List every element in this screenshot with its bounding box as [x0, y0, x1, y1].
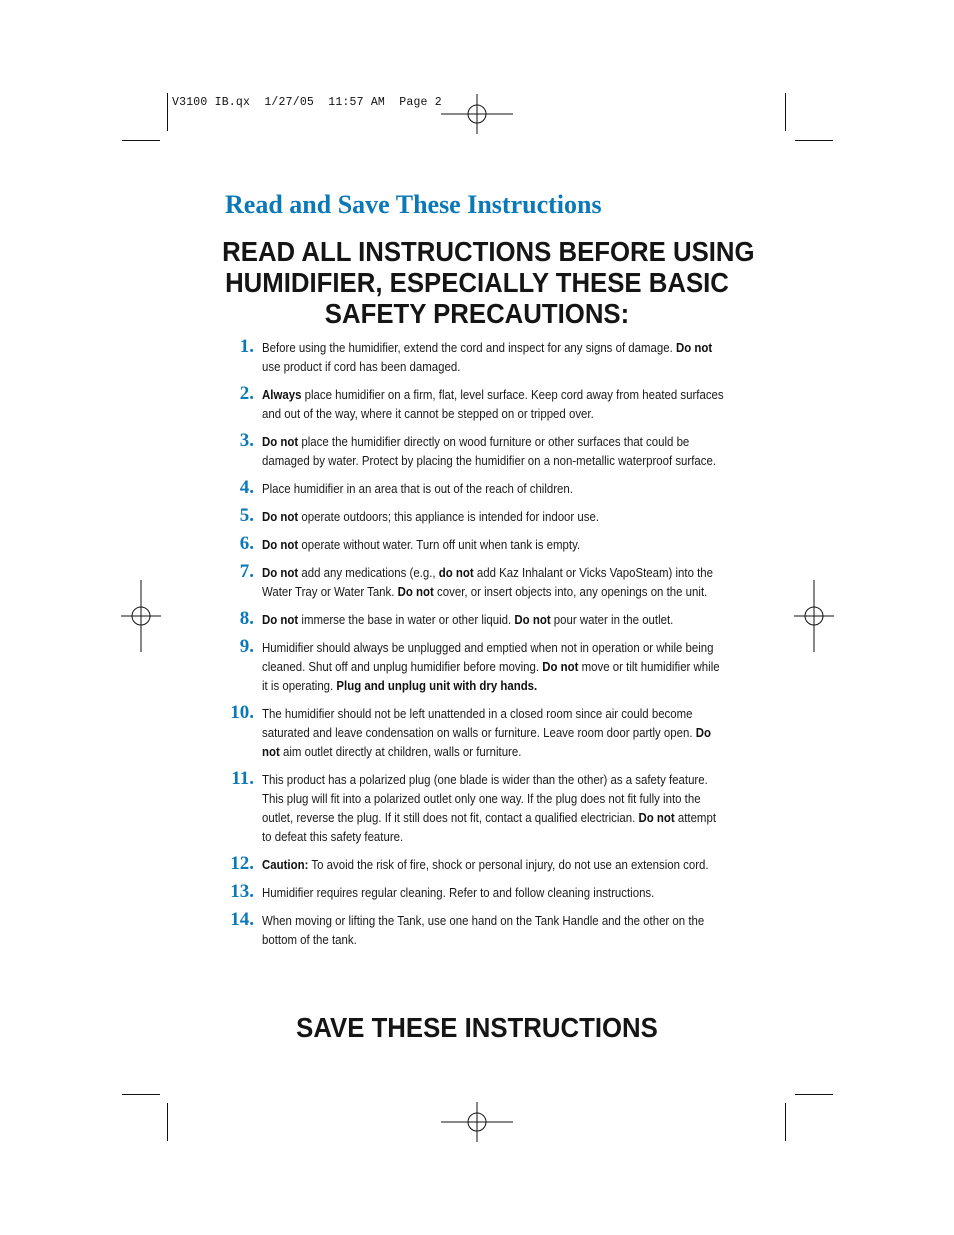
body-text: To avoid the risk of fire, shock or personal injury, do not use an extension cord.	[308, 857, 709, 872]
body-text: cover, or insert objects into, any openings on the unit.	[433, 584, 708, 599]
body-text: Humidifier requires regular cleaning. Refer to and follow cleaning instructions.	[262, 885, 655, 900]
list-item	[222, 563, 734, 601]
item-number: 7.	[239, 561, 254, 582]
list-item	[222, 385, 734, 423]
body-text: When moving or lifting the Tank, use one hand on the Tank Handle and the other on the bottom of the tank.	[262, 913, 705, 947]
item-number: 9.	[239, 636, 254, 657]
item-number: 14.	[230, 909, 254, 930]
registration-mark-icon	[441, 1086, 513, 1158]
item-number: 3.	[239, 430, 254, 451]
body-text: use product if cord has been damaged.	[262, 359, 461, 374]
heading-line: HUMIDIFIER, ESPECIALLY THESE BASIC	[225, 267, 729, 298]
list-item	[222, 911, 734, 949]
item-number: 6.	[239, 533, 254, 554]
list-item	[222, 704, 734, 761]
emphasis-text: Do not	[542, 659, 579, 674]
item-text	[262, 638, 728, 695]
list-item	[222, 610, 734, 629]
item-text	[262, 883, 728, 902]
crop-mark	[122, 140, 160, 141]
emphasis-text: Do not	[675, 340, 713, 355]
item-number: 4.	[239, 477, 254, 498]
emphasis-text: Do not	[262, 565, 299, 580]
body-text: place the humidifier directly on wood furniture or other surfaces that could be damaged by water. Protect by placing the humidifier on a non-metallic waterproof surface.	[262, 434, 717, 468]
body-text: operate without water. Turn off unit when tank is empty.	[298, 537, 581, 552]
registration-mark-icon	[441, 78, 513, 150]
body-text: Humidifier should always be unplugged and emptied when not in operation or while being cleaned. Shut off and unplug humidifier before moving.	[262, 640, 714, 674]
item-text	[262, 770, 728, 846]
item-text	[262, 432, 728, 470]
emphasis-text: Do not	[514, 612, 551, 627]
list-item	[222, 770, 734, 846]
emphasis-text: do not	[438, 565, 474, 580]
emphasis-text: Do not	[262, 434, 299, 449]
crop-mark	[785, 93, 786, 131]
item-text	[262, 507, 728, 526]
item-number: 2.	[239, 383, 254, 404]
item-number: 10.	[230, 702, 254, 723]
item-number: 8.	[239, 608, 254, 629]
crop-mark	[795, 1094, 833, 1095]
crop-mark	[122, 1094, 160, 1095]
list-item	[222, 432, 734, 470]
item-text	[262, 563, 728, 601]
list-item	[222, 883, 734, 902]
body-text: The humidifier should not be left unattended in a closed room since air could become saturated and leave condensation on walls or furniture. Leave room door partly open.	[262, 706, 696, 740]
emphasis-text: Caution:	[262, 857, 309, 872]
body-text: add Kaz Inhalant or Vicks VapoSteam) into the Water Tray or Water Tank.	[262, 565, 714, 599]
item-number: 12.	[230, 853, 254, 874]
item-number: 13.	[230, 881, 254, 902]
body-text: This product has a polarized plug (one blade is wider than the other) as a safety feature. This plug will fit into a polarized outlet only one way. If the plug does not fit fully into the outlet, reverse the plug. If it still does not fit, contact a qualified electrician.	[262, 772, 708, 825]
crop-mark	[785, 1103, 786, 1141]
printer-slug: V3100 IB.qx 1/27/05 11:57 AM Page 2	[172, 96, 442, 109]
registration-mark-icon	[778, 580, 850, 652]
item-number: 11.	[231, 768, 254, 789]
item-text	[262, 385, 728, 423]
emphasis-text: Always	[262, 387, 302, 402]
item-text	[262, 855, 728, 874]
item-text	[262, 535, 728, 554]
body-text: move or tilt humidifier while it is operating.	[262, 659, 720, 693]
item-number: 1.	[239, 336, 254, 357]
crop-mark	[795, 140, 833, 141]
item-text	[262, 704, 728, 761]
heading-line: READ ALL INSTRUCTIONS BEFORE USING	[222, 236, 755, 267]
list-item	[222, 479, 734, 498]
body-text: operate outdoors; this appliance is intended for indoor use.	[298, 509, 600, 524]
body-text: add any medications (e.g.,	[298, 565, 439, 580]
item-text	[262, 338, 728, 376]
list-item	[222, 638, 734, 695]
crop-mark	[167, 1103, 168, 1141]
body-text: place humidifier on a firm, flat, level surface. Keep cord away from heated surfaces and out of the way, where it cannot be stepped on or tripped over.	[262, 387, 724, 421]
section-subtitle: Read and Save These Instructions	[225, 190, 602, 219]
emphasis-text: Do not	[262, 537, 299, 552]
body-text: attempt to defeat this safety feature.	[262, 810, 716, 844]
body-text: immerse the base in water or other liquid.	[298, 612, 515, 627]
emphasis-text: Do not	[397, 584, 434, 599]
item-text	[262, 911, 728, 949]
item-number: 5.	[239, 505, 254, 526]
list-item	[222, 535, 734, 554]
emphasis-text: Do not	[262, 612, 299, 627]
body-text: aim outlet directly at children, walls or furniture.	[279, 744, 522, 759]
save-instructions-heading: SAVE THESE INSTRUCTIONS	[296, 1012, 658, 1043]
body-text: Place humidifier in an area that is out of the reach of children.	[262, 481, 573, 496]
page-heading	[222, 236, 755, 329]
heading-line: SAFETY PRECAUTIONS:	[324, 298, 630, 329]
body-text: pour water in the outlet.	[550, 612, 674, 627]
emphasis-text: Do not	[262, 725, 711, 759]
list-item	[222, 507, 734, 526]
registration-mark-icon	[105, 580, 177, 652]
emphasis-text: Do not	[638, 810, 675, 825]
crop-mark	[167, 93, 168, 131]
emphasis-text: Plug and unplug unit with dry hands.	[336, 678, 538, 693]
emphasis-text: Do not	[262, 509, 299, 524]
list-item	[222, 338, 734, 376]
body-text: Before using the humidifier, extend the cord and inspect for any signs of damage.	[262, 340, 676, 355]
list-item	[222, 855, 734, 874]
item-text	[262, 479, 728, 498]
safety-precautions-list	[222, 338, 734, 958]
item-text	[262, 610, 728, 629]
